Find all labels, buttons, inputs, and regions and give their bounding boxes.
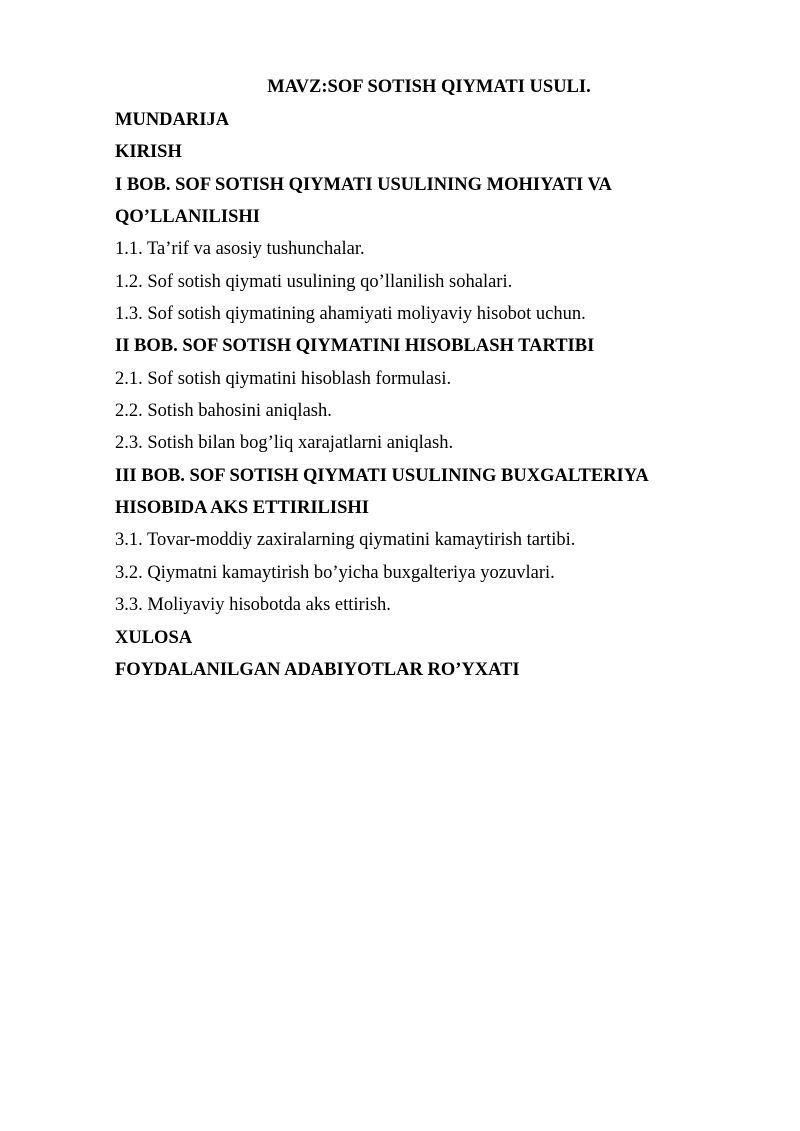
toc-line: 2.3. Sotish bilan bog’liq xarajatlarni aniqlash. (115, 433, 454, 454)
toc-line: XULOSA (115, 627, 193, 648)
toc-line: 1.2. Sof sotish qiymati usulining qo’llanilish sohalari. (115, 271, 513, 292)
toc-line: 3.3. Moliyaviy hisobotda aks ettirish. (115, 595, 391, 616)
toc-line: 2.2. Sotish bahosini aniqlash. (115, 401, 332, 422)
toc-line: 1.3. Sof sotish qiymatining ahamiyati moliyaviy hisobot uchun. (115, 304, 586, 325)
toc-line: HISOBIDA AKS ETTIRILISHI (115, 498, 369, 519)
toc-line: II BOB. SOF SOTISH QIYMATINI HISOBLASH TARTIBI (115, 336, 595, 357)
toc-line: III BOB. SOF SOTISH QIYMATI USULINING BUXGALTERIYA (115, 465, 649, 486)
toc-line: I BOB. SOF SOTISH QIYMATI USULINING MOHIYATI VA (115, 174, 612, 195)
toc-line: 3.1. Tovar-moddiy zaxiralarning qiymatini kamaytirish tartibi. (115, 530, 576, 551)
toc-line: 3.2. Qiymatni kamaytirish bo’yicha buxgalteriya yozuvlari. (115, 562, 555, 583)
toc-line: KIRISH (115, 142, 182, 163)
toc-line: 1.1. Ta’rif va asosiy tushunchalar. (115, 239, 365, 260)
toc-line: 2.1. Sof sotish qiymatini hisoblash formulasi. (115, 368, 452, 389)
toc-line: MUNDARIJA (115, 110, 230, 130)
document-title: MAVZ:SOF SOTISH QIYMATI USULI. (267, 77, 591, 97)
toc-line: FOYDALANILGAN ADABIYOTLAR RO’YXATI (115, 659, 520, 680)
table-of-contents (115, 107, 715, 689)
toc-line: QO’LLANILISHI (115, 207, 260, 228)
